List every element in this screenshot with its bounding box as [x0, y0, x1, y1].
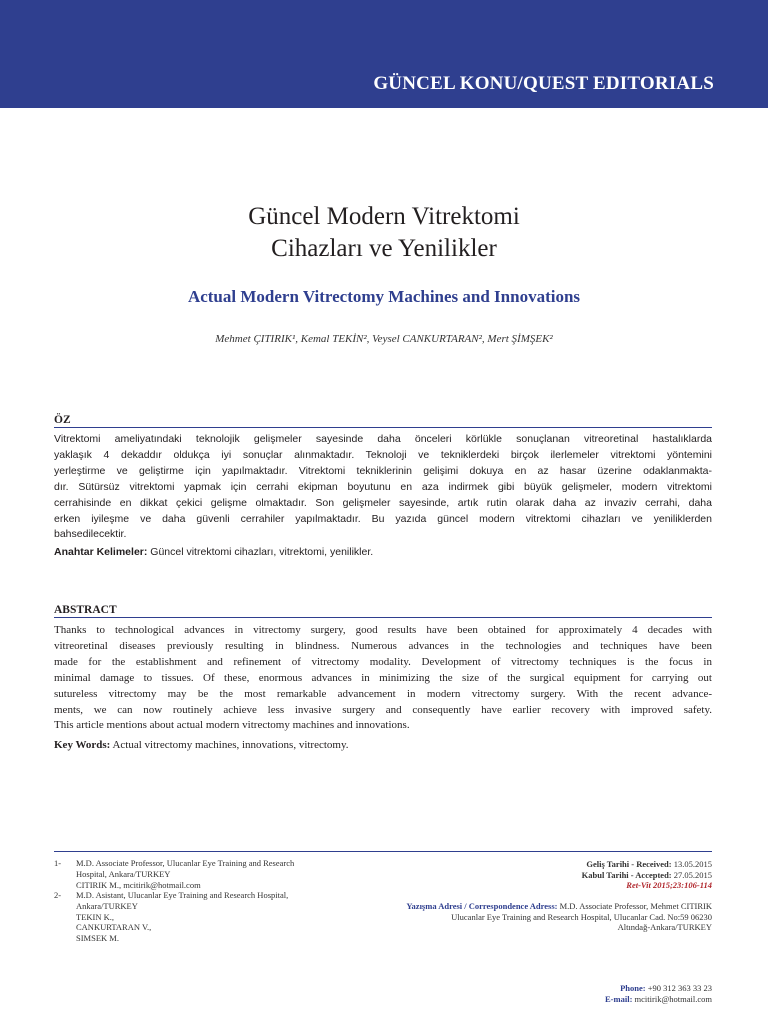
abstract-line: Thanks to technological advances in vitrectomy surgery, good results have been obtained for approximately 4 decades with: [54, 624, 712, 636]
article-title-line-2: Cihazları ve Yenilikler: [271, 235, 497, 262]
footnote-line: CITIRIK M., mcitirik@hotmail.com: [76, 879, 201, 890]
abstract-line: minimal damage to tissues. Of these, enormous advances in minimizing the size of the surgical equipment for carrying out: [54, 671, 712, 684]
footer-divider: [54, 851, 712, 852]
abstract-line: vitreoretinal diseases previously resulting in blindness. Numerous advances in the technologies and techniques have been: [54, 639, 712, 652]
oz-line: yaklaşık 4 dekaddır oldukça iyi sonuçlar alınmaktadır. Teknoloji ve tekniklerdeki birçok ilerlemeler vitrektomi yöntemini: [54, 448, 712, 461]
article-subtitle: Actual Modern Vitrectomy Machines and Innovations: [187, 287, 581, 306]
correspondence-block: [406, 901, 712, 933]
contact-block: [605, 983, 712, 1004]
dates-block: [582, 859, 712, 891]
abstract-heading: ABSTRACT: [54, 604, 712, 618]
phone-line: [605, 983, 712, 994]
oz-line: cerrahisinde en dikkat çekici gelişme olmaktadır. Son gelişmeler sayesinde, artık rutin olarak daha az invaziv cerrahi, daha: [54, 496, 712, 509]
abstract-line: This article mentions about actual modern vitrectomy machines and innovations.: [54, 719, 410, 732]
received-label: Geliş Tarihi - Received:: [586, 859, 672, 869]
correspondence-line-1: [406, 901, 712, 912]
oz-line: erken iyileşme ve daha güvenli cerrahiler yapılmaktadır. Bu yazıda güncel modern vitrektomi cihazları ve yeniliklerden: [54, 512, 712, 525]
footnote-number: 2-: [54, 890, 62, 900]
oz-line: dır. Sütürsüz vitrektomi yapmak için cerrahi ekipman boyutunu en aza indirmek gibi büyük gelişmeler, modern vitrektomi: [54, 480, 712, 493]
abstract-body: [54, 623, 712, 734]
correspondence-line-3: Altındağ-Ankara/TURKEY: [617, 922, 712, 933]
correspondence-label: Yazışma Adresi / Correspondence Adress:: [406, 901, 558, 911]
accepted-date: [582, 870, 712, 881]
received-date: [582, 859, 712, 870]
footnote-line: TEKIN K.,: [76, 911, 115, 922]
footnote-line: CANKURTARAN V.,: [76, 922, 152, 933]
section-label: GÜNCEL KONU/QUEST EDITORIALS: [373, 73, 714, 94]
email-line: [605, 994, 712, 1005]
oz-heading: ÖZ: [54, 414, 712, 428]
phone-value: +90 312 363 33 23: [645, 983, 712, 993]
email-label: E-mail:: [605, 993, 633, 1004]
footnote-number: 1-: [54, 858, 62, 868]
footnote-line: Hospital, Ankara/TURKEY: [76, 868, 171, 879]
abstract-line: sutureless vitrectomy may be the most remarkable advancement in modern vitrectomy surgery. With the recent advance-: [54, 687, 712, 700]
accepted-label: Kabul Tarihi - Accepted:: [581, 869, 672, 880]
correspondence-line-2: Ulucanlar Eye Training and Research Hospital, Ulucanlar Cad. No:59 06230: [451, 911, 712, 922]
phone-label: Phone:: [620, 983, 646, 993]
oz-keywords: [54, 546, 373, 558]
abstract-keywords: [54, 739, 349, 751]
abstract-keywords-text: Actual vitrectomy machines, innovations, vitrectomy.: [110, 739, 349, 751]
oz-keywords-text: Güncel vitrektomi cihazları, vitrektomi, yenilikler.: [147, 546, 374, 558]
journal-citation: Ret-Vit 2015;23:106-114: [626, 880, 712, 891]
email-value: mcitirik@hotmail.com: [632, 993, 712, 1004]
received-value: 13.05.2015: [671, 859, 712, 869]
accepted-value: 27.05.2015: [671, 869, 712, 880]
footnote-line: M.D. Associate Professor, Ulucanlar Eye Training and Research: [76, 858, 295, 868]
abstract-keywords-label: Key Words:: [54, 739, 111, 751]
footnote-line: M.D. Asistant, Ulucanlar Eye Training and Research Hospital,: [76, 890, 289, 900]
footnote-line: Ankara/TURKEY: [76, 900, 138, 911]
footnote-line: SIMSEK M.: [76, 933, 119, 944]
correspondence-name: M.D. Associate Professor, Mehmet CITIRIK: [557, 901, 712, 911]
header-banner: [0, 0, 768, 108]
oz-line: Vitrektomi ameliyatındaki teknolojik gelişmeler sayesinde daha önceleri körlükle sonuçlanan vitreoretinal hastalıklarda: [54, 433, 712, 445]
oz-line: bahsedilecektir.: [54, 528, 127, 541]
author-list: Mehmet ÇITIRIK¹, Kemal TEKİN², Veysel CANKURTARAN², Mert ŞİMŞEK²: [215, 333, 553, 345]
abstract-line: ments, we can now routinely achieve less invasive surgery and consequently have earlier recovery with improved safety.: [54, 703, 712, 716]
article-title-line-1: Güncel Modern Vitrektomi: [248, 203, 520, 230]
oz-keywords-label: Anahtar Kelimeler:: [54, 546, 148, 558]
abstract-line: made for the establishment and refinement of vitrectomy modality. Development of vitrectomy techniques is the focus in: [54, 655, 712, 668]
oz-line: yerleştirme ve geliştirme için yapılmaktadır. Vitrektomi tekniklerinin gelişimi dokuya en az hasar üzerine odaklanmakta-: [54, 464, 712, 477]
oz-body: [54, 432, 712, 543]
